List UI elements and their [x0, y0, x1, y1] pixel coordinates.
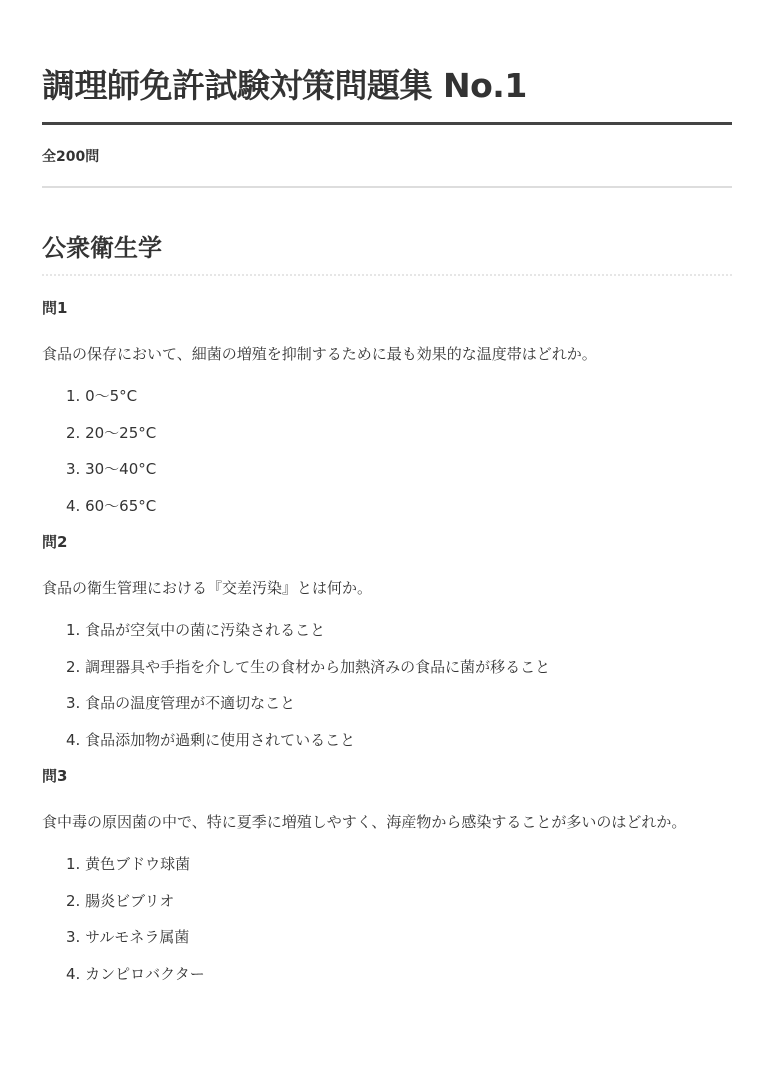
question-label: 問3: [42, 767, 68, 785]
choice-item: 1. 黄色ブドウ球菌: [66, 855, 191, 873]
choice-item: 4. 食品添加物が過剰に使用されていること: [66, 730, 356, 749]
choice-list: [42, 612, 732, 758]
question-2: [42, 532, 732, 758]
choice-item: 3. 30〜40°C: [66, 460, 157, 478]
section-title: 公衆衛生学: [42, 234, 162, 262]
document-page: [42, 0, 732, 992]
question-text: 食品の保存において、細菌の増殖を抑制するために最も効果的な温度帯はどれか。: [42, 345, 597, 363]
choice-item: 4. 60〜65°C: [66, 496, 157, 515]
choice-item: 2. 腸炎ビブリオ: [66, 891, 175, 910]
title-divider: [42, 122, 732, 125]
choice-list: [42, 846, 732, 992]
choice-item: 3. 食品の温度管理が不適切なこと: [66, 694, 296, 712]
count-divider: [42, 186, 732, 188]
choice-item: 2. 20〜25°C: [66, 423, 157, 442]
choice-item: 1. 0〜5°C: [66, 387, 138, 405]
choice-item: 3. サルモネラ属菌: [66, 928, 190, 946]
choice-item: 1. 食品が空気中の菌に汚染されること: [66, 621, 326, 639]
question-label: 問1: [42, 299, 68, 317]
section-divider: [42, 274, 732, 276]
question-text: 食中毒の原因菌の中で、特に夏季に増殖しやすく、海産物から感染することが多いのはどれか。: [42, 813, 687, 831]
question-label: 問2: [42, 533, 68, 551]
question-3: [42, 766, 732, 992]
choice-item: 2. 調理器具や手指を介して生の食材から加熱済みの食品に菌が移ること: [66, 657, 551, 676]
question-count: 全200問: [42, 149, 100, 165]
question-1: [42, 298, 732, 524]
choice-item: 4. カンピロバクター: [66, 964, 205, 983]
page-title: 調理師免許試験対策問題集 No.1: [42, 66, 527, 105]
choice-list: [42, 378, 732, 524]
question-text: 食品の衛生管理における『交差汚染』とは何か。: [42, 579, 373, 597]
